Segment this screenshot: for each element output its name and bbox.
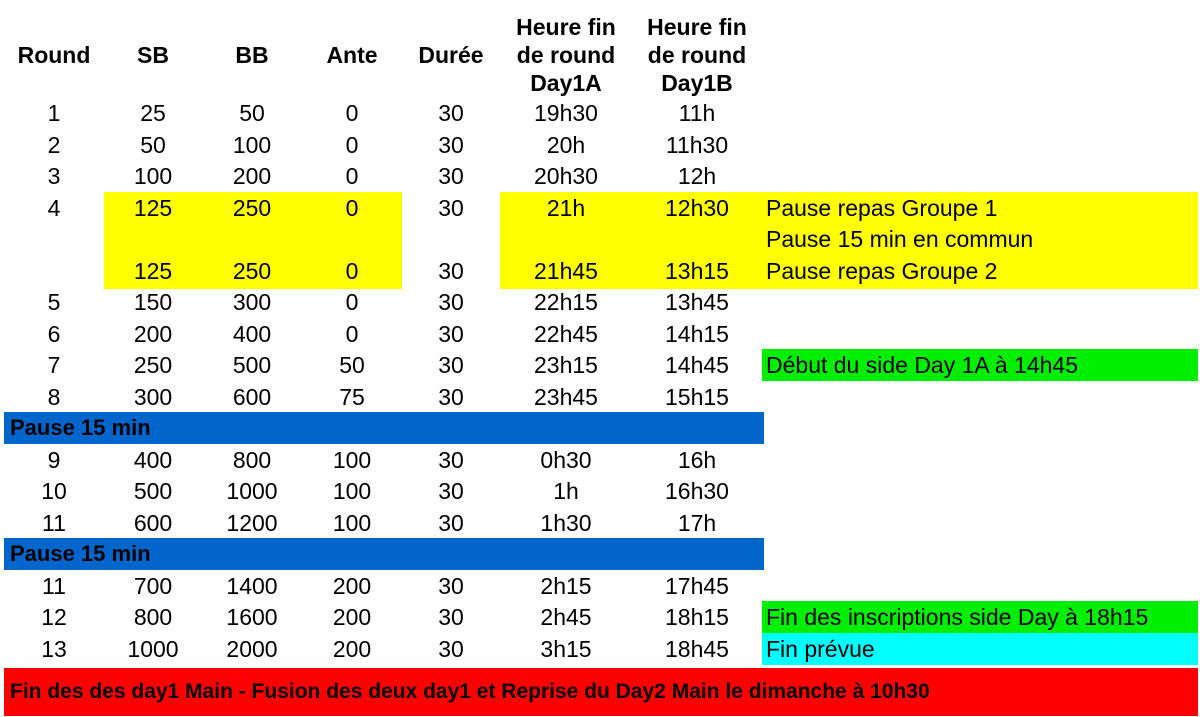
cell-day1b: 18h45: [665, 636, 729, 662]
header-day1a-line1: Heure fin: [516, 14, 616, 40]
cell-day1a: 1h30: [540, 510, 592, 536]
cell-round: 9: [47, 447, 61, 473]
cell-ante: 0: [345, 258, 359, 284]
cell-duree: 30: [438, 289, 464, 315]
cell-round: 5: [47, 289, 61, 315]
cell-day1b: 12h: [677, 163, 717, 189]
header-day1b-line3: Day1B: [661, 70, 733, 96]
cell-sb: 125: [133, 195, 173, 221]
cell-sb: 25: [140, 100, 166, 126]
cell-day1b: 11h: [678, 100, 716, 126]
cell-sb: 600: [133, 510, 173, 536]
cell-ante: 100: [332, 510, 372, 536]
cell-bb: 1400: [226, 573, 278, 599]
cell-round: 13: [41, 636, 67, 662]
cell-sb: 800: [133, 604, 173, 630]
cell-duree: 30: [438, 163, 464, 189]
cell-round: 2: [47, 132, 61, 158]
cell-round: [4, 255, 104, 287]
cell-bb: 300: [232, 289, 272, 315]
row-note: Début du side Day 1A à 14h45: [762, 349, 1198, 381]
cell-bb: 250: [232, 258, 272, 284]
cell-day1a: 22h15: [534, 289, 598, 315]
header-bb: BB: [235, 42, 269, 68]
cell-day1b: 13h15: [665, 258, 729, 284]
cell-ante: 0: [345, 321, 359, 347]
cell-sb: 700: [133, 573, 173, 599]
cell-round: 11: [42, 510, 66, 536]
cell-day1a: 20h: [546, 132, 586, 158]
cell-duree: 30: [438, 447, 464, 473]
cell-bb: 100: [232, 132, 272, 158]
cell-bb: 400: [232, 321, 272, 347]
cell-bb: 50: [239, 100, 265, 126]
cell-day1b: 18h15: [665, 604, 729, 630]
cell-duree: 30: [438, 100, 464, 126]
header-day1b: [632, 13, 762, 97]
cell-round: 7: [47, 352, 61, 378]
cell-ante: 100: [332, 447, 372, 473]
cell-day1a: 21h45: [534, 258, 598, 284]
cell-ante: [302, 223, 402, 255]
header-duree: Durée: [418, 42, 484, 68]
cell-round: 8: [47, 384, 61, 410]
cell-day1a: 21h: [546, 195, 586, 221]
cell-duree: 30: [438, 352, 464, 378]
cell-round: 1: [47, 100, 61, 126]
cell-day1a: 1h: [553, 478, 579, 504]
cell-sb: 100: [133, 163, 173, 189]
cell-day1a: 0h30: [540, 447, 592, 473]
cell-day1a: 2h45: [540, 604, 592, 630]
header-day1a-line2: de round: [516, 42, 616, 68]
cell-day1a: 22h45: [534, 321, 598, 347]
cell-sb: 500: [133, 478, 173, 504]
cell-sb: 200: [133, 321, 173, 347]
cell-ante: 200: [332, 573, 372, 599]
header-day1a-line3: Day1A: [530, 70, 602, 96]
header-round: Round: [17, 42, 91, 68]
cell-duree: 30: [438, 132, 464, 158]
row-note: Fin prévue: [762, 633, 1198, 665]
cell-day1a: 23h15: [534, 352, 598, 378]
cell-day1b: 16h: [677, 447, 717, 473]
header-day1b-line2: de round: [647, 42, 747, 68]
cell-duree: 30: [438, 573, 464, 599]
header-ante: Ante: [326, 42, 378, 68]
cell-day1b: 17h: [677, 510, 717, 536]
cell-ante: 0: [345, 100, 359, 126]
cell-day1b: 12h30: [665, 195, 729, 221]
cell-duree: 30: [438, 604, 464, 630]
cell-bb: 1600: [226, 604, 278, 630]
cell-sb: 300: [133, 384, 173, 410]
row-note: Pause repas Groupe 2: [766, 258, 998, 284]
cell-bb: 800: [232, 447, 272, 473]
pause-band: Pause 15 min: [4, 538, 764, 570]
cell-ante: 50: [339, 352, 365, 378]
cell-day1a: 23h45: [534, 384, 598, 410]
cell-bb: 200: [232, 163, 272, 189]
cell-round: 4: [47, 195, 61, 221]
cell-ante: 0: [345, 132, 359, 158]
cell-bb: 250: [232, 195, 272, 221]
cell-round: 6: [47, 321, 61, 347]
cell-round: [4, 223, 104, 255]
cell-bb: 500: [232, 352, 272, 378]
cell-duree: 30: [438, 195, 464, 221]
cell-day1b: [632, 223, 762, 255]
cell-duree: 30: [438, 321, 464, 347]
footer-banner: Fin des des day1 Main - Fusion des deux day1 et Reprise du Day2 Main le dimanche à 10h30: [4, 668, 1198, 716]
cell-day1a: 2h15: [540, 573, 592, 599]
cell-day1b: 15h15: [665, 384, 729, 410]
cell-ante: 75: [339, 384, 365, 410]
cell-day1a: [500, 223, 632, 255]
cell-sb: 50: [140, 132, 166, 158]
cell-round: 11: [42, 573, 66, 599]
cell-day1a: 19h30: [534, 100, 598, 126]
cell-duree: 30: [438, 636, 464, 662]
cell-sb: [104, 223, 202, 255]
cell-bb: 2000: [226, 636, 278, 662]
cell-sb: 400: [133, 447, 173, 473]
cell-bb: 600: [232, 384, 272, 410]
cell-day1b: 14h15: [665, 321, 729, 347]
cell-day1b: 13h45: [665, 289, 729, 315]
cell-round: 10: [41, 478, 67, 504]
cell-day1b: 14h45: [665, 352, 729, 378]
cell-ante: 0: [345, 163, 359, 189]
cell-duree: 30: [438, 510, 464, 536]
header-sb: SB: [137, 42, 169, 68]
cell-day1b: 17h45: [665, 573, 729, 599]
cell-duree: 30: [438, 258, 464, 284]
cell-bb: 1200: [226, 510, 278, 536]
cell-day1b: 16h30: [665, 478, 729, 504]
row-note: Fin des inscriptions side Day à 18h15: [762, 601, 1198, 633]
cell-ante: 200: [332, 604, 372, 630]
cell-sb: 1000: [127, 636, 179, 662]
header-day1b-line1: Heure fin: [647, 14, 747, 40]
cell-bb: 1000: [226, 478, 278, 504]
cell-ante: 0: [345, 195, 359, 221]
cell-day1b: 11h30: [665, 132, 729, 158]
pause-band: Pause 15 min: [4, 412, 764, 444]
row-note: Pause 15 min en commun: [766, 226, 1034, 252]
row-note: Pause repas Groupe 1: [766, 195, 998, 221]
cell-sb: 250: [133, 352, 173, 378]
cell-round: 12: [41, 604, 67, 630]
cell-ante: 100: [332, 478, 372, 504]
cell-duree: [402, 223, 500, 255]
cell-ante: 200: [332, 636, 372, 662]
cell-day1a: 20h30: [534, 163, 598, 189]
header-day1a: [500, 13, 632, 97]
cell-day1a: 3h15: [540, 636, 592, 662]
cell-duree: 30: [438, 478, 464, 504]
cell-ante: 0: [345, 289, 359, 315]
cell-sb: 150: [133, 289, 173, 315]
cell-duree: 30: [438, 384, 464, 410]
cell-bb: [202, 223, 302, 255]
cell-sb: 125: [133, 258, 173, 284]
cell-round: 3: [47, 163, 61, 189]
